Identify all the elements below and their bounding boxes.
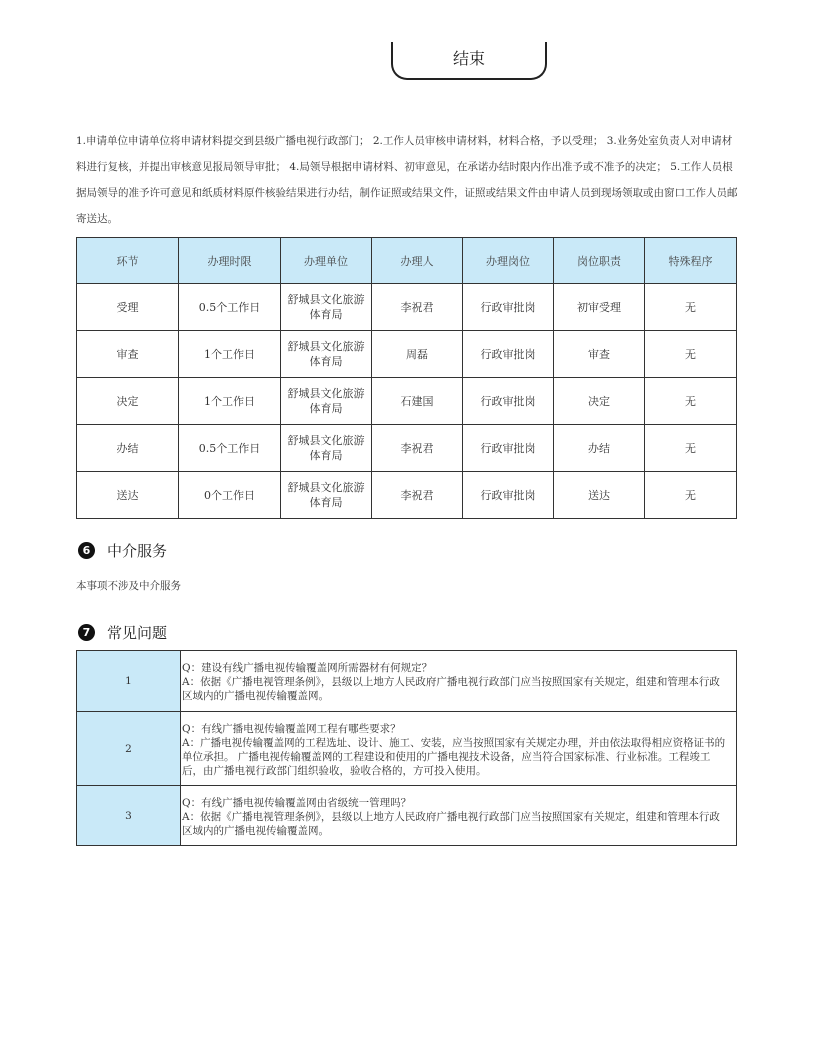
cell-special: 无 xyxy=(645,378,737,425)
faq-answer: A：依据《广播电视管理条例》，县级以上地方人民政府广播电视行政部门应当按照国家有关规定，组建和管理本行政区域内的广播电视传输覆盖网。 xyxy=(182,676,720,702)
table-row xyxy=(77,284,737,331)
faq-table xyxy=(76,650,737,846)
section-intermediary-heading xyxy=(78,540,167,561)
header-duty: 岗位职责 xyxy=(554,238,645,284)
cell-handler: 李祝君 xyxy=(372,425,463,472)
header-step: 环节 xyxy=(77,238,179,284)
cell-duty: 办结 xyxy=(554,425,645,472)
cell-time-limit: 1个工作日 xyxy=(179,378,281,425)
cell-step: 送达 xyxy=(77,472,179,519)
section-number-badge: 7 xyxy=(78,624,95,641)
faq-answer: A：依据《广播电视管理条例》，县级以上地方人民政府广播电视行政部门应当按照国家有关规定，组建和管理本行政区域内的广播电视传输覆盖网。 xyxy=(182,811,720,837)
header-time-limit: 办理时限 xyxy=(179,238,281,284)
faq-answer: A：广播电视传输覆盖网的工程选址、设计、施工、安装，应当按照国家有关规定办理，并由依法取得相应资格证书的单位承担。 广播电视传输覆盖网的工程建设和使用的广播电视技术设备，应当符合国家标准、行业标准。工程竣工后，由广播电视行政部门组织验收，验收合格的，方可投入使用。 xyxy=(182,737,726,777)
intermediary-text: 本事项不涉及中介服务 xyxy=(76,580,181,592)
section-title: 中介服务 xyxy=(107,542,168,560)
cell-time-limit: 0.5个工作日 xyxy=(179,284,281,331)
cell-time-limit: 0.5个工作日 xyxy=(179,425,281,472)
section-faq-heading xyxy=(78,622,167,643)
cell-unit: 舒城县文化旅游体育局 xyxy=(281,331,372,378)
cell-post: 行政审批岗 xyxy=(463,284,554,331)
cell-step: 审查 xyxy=(77,331,179,378)
faq-row xyxy=(77,651,737,712)
cell-special: 无 xyxy=(645,472,737,519)
faq-content xyxy=(181,651,737,712)
table-row xyxy=(77,425,737,472)
table-header-row xyxy=(77,238,737,284)
cell-duty: 送达 xyxy=(554,472,645,519)
faq-question: Q：有线广播电视传输覆盖网工程有哪些要求？ xyxy=(182,723,401,735)
table-row xyxy=(77,472,737,519)
cell-duty: 决定 xyxy=(554,378,645,425)
header-unit: 办理单位 xyxy=(281,238,372,284)
cell-special: 无 xyxy=(645,425,737,472)
cell-step: 办结 xyxy=(77,425,179,472)
cell-unit: 舒城县文化旅游体育局 xyxy=(281,425,372,472)
faq-number: 3 xyxy=(77,786,181,846)
cell-handler: 周磊 xyxy=(372,331,463,378)
cell-unit: 舒城县文化旅游体育局 xyxy=(281,472,372,519)
faq-row xyxy=(77,786,737,846)
cell-unit: 舒城县文化旅游体育局 xyxy=(281,378,372,425)
cell-duty: 初审受理 xyxy=(554,284,645,331)
cell-handler: 李祝君 xyxy=(372,472,463,519)
cell-post: 行政审批岗 xyxy=(463,331,554,378)
cell-post: 行政审批岗 xyxy=(463,425,554,472)
header-handler: 办理人 xyxy=(372,238,463,284)
cell-post: 行政审批岗 xyxy=(463,378,554,425)
faq-row xyxy=(77,712,737,786)
cell-time-limit: 0个工作日 xyxy=(179,472,281,519)
cell-unit: 舒城县文化旅游体育局 xyxy=(281,284,372,331)
process-description: 1.申请单位申请单位将申请材料提交到县级广播电视行政部门； 2.工作人员审核申请材料，材料合格，予以受理； 3.业务处室负责人对申请材料进行复核，并提出审核意见报局领导审批； 4.局领导根据申请材料、初审意见，在承诺办结时限内作出准予或不准予的决定； 5.工作人员根据局领导的准予许可意见和纸质材料原件核验结果进行办结，制作证照或结果文件，证照或结果文件由申请人员到现场领取或由窗口工作人员邮寄送达。 xyxy=(76,135,738,225)
cell-step: 受理 xyxy=(77,284,179,331)
section-title: 常见问题 xyxy=(107,624,168,642)
cell-time-limit: 1个工作日 xyxy=(179,331,281,378)
header-post: 办理岗位 xyxy=(463,238,554,284)
faq-question: Q：建设有线广播电视传输覆盖网所需器材有何规定？ xyxy=(182,662,433,674)
flowchart-end-label: 结束 xyxy=(452,49,485,68)
table-row xyxy=(77,331,737,378)
cell-handler: 石建国 xyxy=(372,378,463,425)
table-row xyxy=(77,378,737,425)
flowchart-end-node xyxy=(391,42,547,80)
cell-duty: 审查 xyxy=(554,331,645,378)
cell-special: 无 xyxy=(645,331,737,378)
cell-handler: 李祝君 xyxy=(372,284,463,331)
faq-question: Q：有线广播电视传输覆盖网由省级统一管理吗？ xyxy=(182,797,412,809)
process-steps-table xyxy=(76,237,737,519)
cell-post: 行政审批岗 xyxy=(463,472,554,519)
cell-special: 无 xyxy=(645,284,737,331)
cell-step: 决定 xyxy=(77,378,179,425)
faq-content xyxy=(181,712,737,786)
faq-number: 2 xyxy=(77,712,181,786)
faq-number: 1 xyxy=(77,651,181,712)
section-number-badge: 6 xyxy=(78,542,95,559)
header-special: 特殊程序 xyxy=(645,238,737,284)
faq-content xyxy=(181,786,737,846)
